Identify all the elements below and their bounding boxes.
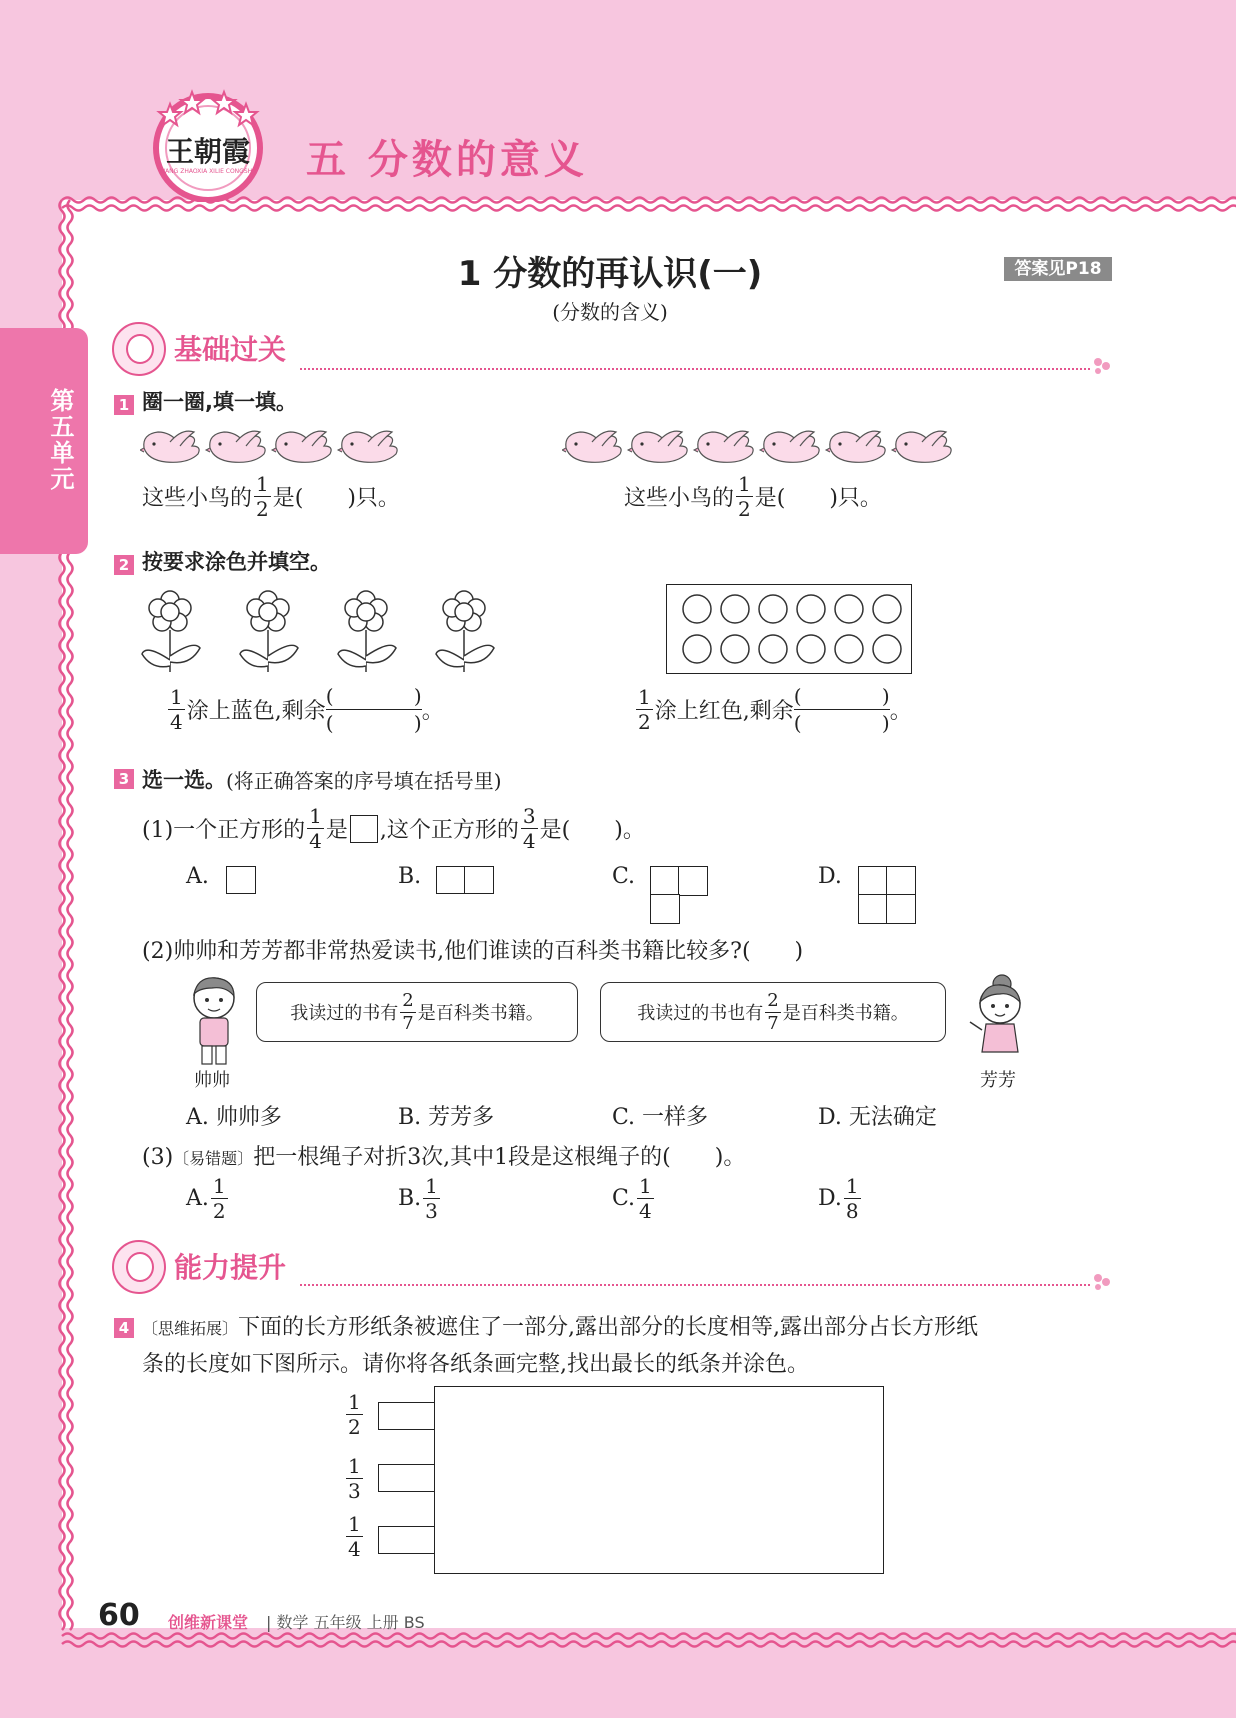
text: 。 xyxy=(421,699,444,724)
denominator: 3 xyxy=(425,1199,438,1223)
numerator: 2 xyxy=(402,989,414,1011)
speech-bubble-right xyxy=(600,982,946,1042)
fraction xyxy=(346,1514,363,1559)
numerator: 1 xyxy=(212,1174,226,1198)
answer-blank-text[interactable]: 把一根绳子对折3次,其中1段是这根绳子的( )。 xyxy=(253,1145,746,1170)
option-c[interactable] xyxy=(612,1176,656,1221)
bird-icon xyxy=(760,431,819,462)
denominator: 4 xyxy=(309,829,322,853)
text: 。 xyxy=(889,699,912,724)
option-b[interactable] xyxy=(398,1176,442,1221)
bird-icon xyxy=(140,431,199,462)
denominator: 2 xyxy=(348,1415,361,1439)
text: 是百科类书籍。 xyxy=(417,1003,544,1024)
question-2-title xyxy=(114,546,331,576)
bird-icon xyxy=(826,431,885,462)
numerator: 1 xyxy=(309,804,322,828)
circle-shape[interactable] xyxy=(835,595,863,623)
text: 条的长度如下图所示。请你将各纸条画完整,找出最长的纸条并涂色。 xyxy=(142,1352,809,1377)
fraction xyxy=(168,687,185,732)
page-number: 60 xyxy=(98,1598,140,1633)
answer-blank-text[interactable]: 是( )只。 xyxy=(754,486,882,511)
section-divider xyxy=(300,1284,1090,1286)
text: 涂上蓝色,剩余 xyxy=(186,699,326,724)
question-3-part-2: (2)帅帅和芳芳都非常热爱读书,他们谁读的百科类书籍比较多?( ) xyxy=(142,939,804,964)
fraction xyxy=(636,687,653,732)
fraction xyxy=(211,1176,228,1221)
flower-icon xyxy=(338,591,396,672)
lesson-title: 1 分数的再认识(一) xyxy=(457,254,763,294)
logo-text: 王朝霞 xyxy=(165,135,250,168)
unit-title: 五 分数的意义 xyxy=(306,137,588,183)
option-c-shape-1 xyxy=(650,866,680,896)
question-1-right-text xyxy=(624,474,882,519)
strip-fraction-2 xyxy=(344,1456,365,1501)
denominator: 8 xyxy=(845,1199,859,1223)
option-d-shape-4 xyxy=(886,894,916,924)
circle-shape[interactable] xyxy=(835,635,863,663)
fraction xyxy=(637,1176,654,1221)
birds-group-left xyxy=(140,420,420,466)
denominator: 4 xyxy=(348,1537,361,1561)
denominator: 2 xyxy=(738,497,751,521)
numerator: 2 xyxy=(767,989,779,1011)
denominator: 2 xyxy=(256,497,269,521)
question-number: 4 xyxy=(114,1318,134,1338)
denominator: 4 xyxy=(170,710,183,734)
bird-icon xyxy=(562,431,621,462)
question-2-right-text xyxy=(634,686,912,733)
text: (1)一个正方形的 xyxy=(142,818,306,843)
circles-grid-box xyxy=(666,584,912,674)
flower-icon xyxy=(436,591,494,672)
question-text: 选一选。 xyxy=(142,768,226,792)
section-badge-icon xyxy=(112,1240,166,1294)
unit-side-tab xyxy=(0,328,88,554)
denominator: 2 xyxy=(638,710,651,734)
circle-shape[interactable] xyxy=(797,635,825,663)
option-b-shape-2 xyxy=(464,866,494,894)
option-d-label[interactable]: D. xyxy=(818,864,842,889)
girl-character-icon xyxy=(966,972,1034,1068)
option-d-shape-1 xyxy=(858,866,888,896)
numerator: 3 xyxy=(522,804,536,828)
footer-brand: 创维新课堂 xyxy=(168,1613,249,1632)
denominator: 2 xyxy=(212,1199,226,1223)
section-ornament-icon xyxy=(1092,356,1110,374)
option-d-shape-3 xyxy=(858,894,888,924)
numerator: 1 xyxy=(845,1174,859,1198)
flowers-group xyxy=(140,590,510,676)
footer-info-text: 数学 五年级 上册 BS xyxy=(276,1613,425,1632)
flower-icon xyxy=(240,591,298,672)
option-label: D. xyxy=(818,1186,842,1211)
fraction xyxy=(307,806,324,851)
speech-bubble-left xyxy=(256,982,578,1042)
text: 我读过的书有 xyxy=(290,1003,399,1024)
flower-icon xyxy=(142,591,200,672)
paper-strip-2 xyxy=(378,1464,438,1492)
brand-logo xyxy=(150,86,266,202)
option-a[interactable] xyxy=(186,1176,230,1221)
tag-error-prone: 〔易错题〕 xyxy=(173,1149,254,1168)
text: 这些小鸟的 xyxy=(142,486,253,511)
strip-fraction-1 xyxy=(344,1392,365,1437)
question-1-left-text xyxy=(142,474,400,519)
section-title-basic: 基础过关 xyxy=(174,333,287,366)
option-b-label[interactable]: B. xyxy=(398,864,422,889)
logo-subtext: WANG ZHAOXIA XILIE CONGSHU xyxy=(159,168,257,175)
answer-blank-text[interactable]: 是( )只。 xyxy=(272,486,400,511)
answer-reference: 答案见P18 xyxy=(1004,257,1112,281)
option-d-shape-2 xyxy=(886,866,916,896)
character-name-right: 芳芳 xyxy=(980,1070,1016,1091)
question-note: (将正确答案的序号填在括号里) xyxy=(226,768,502,793)
numerator: 1 xyxy=(170,685,183,709)
numerator: 1 xyxy=(256,472,269,496)
circle-shape[interactable] xyxy=(759,635,787,663)
birds-group-right xyxy=(562,420,972,466)
circles-grid xyxy=(667,585,911,673)
text: (3) xyxy=(142,1145,174,1170)
denominator: 4 xyxy=(522,829,536,853)
text: 我读过的书也有 xyxy=(637,1003,764,1024)
option-c-label[interactable]: C. xyxy=(612,864,636,889)
fraction xyxy=(844,1176,861,1221)
fraction xyxy=(400,989,415,1034)
text: 涂上红色,剩余 xyxy=(654,699,794,724)
fraction xyxy=(423,1176,440,1221)
answer-blank-text[interactable]: 是( )。 xyxy=(539,818,645,843)
text: 这些小鸟的 xyxy=(624,486,735,511)
tag-thinking: 〔思维拓展〕 xyxy=(142,1319,239,1338)
strip-fraction-3 xyxy=(344,1514,365,1559)
fraction xyxy=(765,989,780,1034)
numerator: 1 xyxy=(348,1512,361,1536)
option-c[interactable]: C. 一样多 xyxy=(612,1105,709,1130)
section-divider xyxy=(300,368,1090,370)
circle-shape[interactable] xyxy=(683,595,711,623)
section-badge-icon xyxy=(112,322,166,376)
option-a-label[interactable]: A. xyxy=(186,864,209,889)
section-ornament-icon xyxy=(1092,1272,1110,1290)
fraction xyxy=(521,806,538,851)
section-title-advanced: 能力提升 xyxy=(174,1251,287,1284)
question-text: 圈一圈,填一填。 xyxy=(142,390,297,414)
question-number: 2 xyxy=(114,555,134,575)
answer-fraction-blank[interactable]: ( ) ( ) xyxy=(325,684,422,735)
numerator: 1 xyxy=(738,472,751,496)
denominator: 7 xyxy=(767,1012,779,1034)
bird-icon xyxy=(338,431,397,462)
numerator: 1 xyxy=(348,1454,361,1478)
text: ,这个正方形的 xyxy=(379,818,519,843)
denominator: 3 xyxy=(348,1479,361,1503)
circle-shape[interactable] xyxy=(721,595,749,623)
question-3-part-1 xyxy=(142,806,645,851)
question-text: 按要求涂色并填空。 xyxy=(142,550,331,574)
numerator: 1 xyxy=(425,1174,438,1198)
option-d[interactable]: D. 无法确定 xyxy=(818,1105,937,1130)
bird-icon xyxy=(206,431,265,462)
lesson-subtitle: (分数的含义) xyxy=(552,300,668,324)
unit-square xyxy=(350,815,378,843)
question-number: 3 xyxy=(114,769,134,789)
paper-strip-1 xyxy=(378,1402,438,1430)
option-label: C. xyxy=(612,1186,636,1211)
bird-icon xyxy=(628,431,687,462)
option-c-shape-3 xyxy=(650,894,680,924)
option-label: A. xyxy=(186,1186,209,1211)
question-2-left-text xyxy=(166,686,444,733)
bird-icon xyxy=(892,431,951,462)
question-1-title xyxy=(114,386,297,416)
bird-icon xyxy=(272,431,331,462)
character-name-left: 帅帅 xyxy=(194,1070,230,1091)
cover-rectangle[interactable] xyxy=(434,1386,884,1574)
circle-shape[interactable] xyxy=(873,635,901,663)
denominator: 4 xyxy=(639,1199,652,1223)
boy-character-icon xyxy=(186,972,242,1068)
circle-shape[interactable] xyxy=(721,635,749,663)
circle-shape[interactable] xyxy=(873,595,901,623)
bird-icon xyxy=(694,431,753,462)
text: 是百科类书籍。 xyxy=(782,1003,909,1024)
fraction xyxy=(346,1392,363,1437)
question-4-text xyxy=(114,1310,1114,1383)
question-3-part-3 xyxy=(142,1140,745,1171)
numerator: 1 xyxy=(348,1390,361,1414)
question-3-title xyxy=(114,764,502,794)
option-label: B. xyxy=(398,1186,422,1211)
circle-shape[interactable] xyxy=(759,595,787,623)
option-c-shape-2 xyxy=(678,866,708,896)
denominator: 7 xyxy=(402,1012,414,1034)
unit-side-tab-label: 第五单元 xyxy=(46,388,74,492)
circle-shape[interactable] xyxy=(683,635,711,663)
fraction xyxy=(254,474,271,519)
circle-shape[interactable] xyxy=(797,595,825,623)
fraction xyxy=(736,474,753,519)
option-b-shape-1 xyxy=(436,866,466,894)
footer-info: | 数学 五年级 上册 BS xyxy=(266,1613,425,1632)
option-a[interactable]: A. 帅帅多 xyxy=(186,1105,282,1130)
text: 下面的长方形纸条被遮住了一部分,露出部分的长度相等,露出部分占长方形纸 xyxy=(238,1315,979,1340)
question-number: 1 xyxy=(114,395,134,415)
answer-fraction-blank[interactable]: ( ) ( ) xyxy=(793,684,890,735)
fraction xyxy=(346,1456,363,1501)
option-a-shape xyxy=(226,866,256,894)
paper-strip-3 xyxy=(378,1526,438,1554)
numerator: 1 xyxy=(639,1174,652,1198)
text: 是 xyxy=(325,818,348,843)
option-b[interactable]: B. 芳芳多 xyxy=(398,1105,495,1130)
option-d[interactable] xyxy=(818,1176,863,1221)
numerator: 1 xyxy=(638,685,651,709)
